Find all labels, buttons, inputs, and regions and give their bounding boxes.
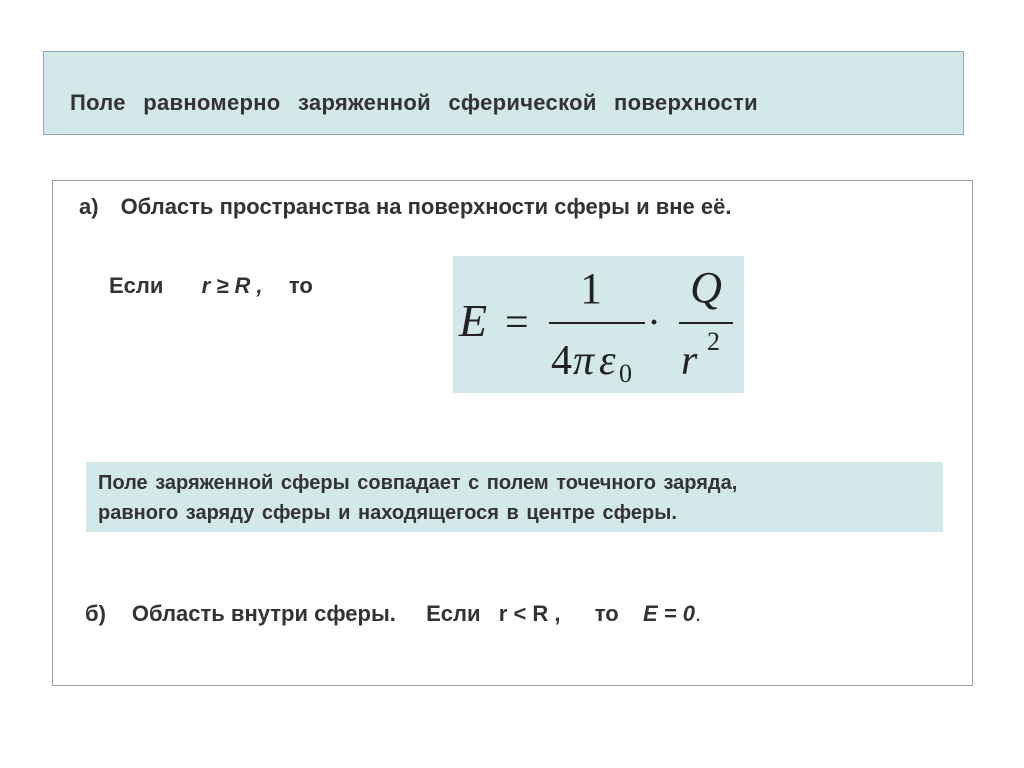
field-formula [453, 256, 744, 393]
section-b-condition: r < R , [498, 601, 561, 626]
note-line-2: равного заряду сферы и находящегося в центре сферы. [98, 502, 677, 524]
condition-suffix: то [288, 273, 313, 298]
formula-denominator-pi: π [573, 338, 595, 384]
section-a-text: Область пространства на поверхности сферы и вне её. [120, 194, 732, 219]
section-b-result: E = 0 [642, 601, 695, 626]
section-b-condition-prefix: Если [426, 601, 481, 626]
formula-numerator-2: Q [690, 263, 722, 312]
formula-lhs: E [459, 295, 488, 346]
title-banner [43, 51, 964, 135]
condition-prefix: Если [109, 273, 164, 298]
formula-denominator-coef: 4 [551, 338, 572, 384]
condition-line [109, 273, 313, 299]
formula-equals: = [505, 300, 529, 346]
condition-expression: r ≥ R , [201, 273, 263, 298]
content-panel [52, 180, 973, 686]
section-b-period: . [694, 601, 702, 626]
section-a-heading [79, 194, 731, 220]
formula-box [453, 256, 744, 393]
section-b-text: Область внутри сферы. [131, 601, 396, 626]
formula-denominator-exponent: 2 [707, 327, 720, 356]
formula-numerator-1: 1 [580, 264, 602, 313]
section-b-line [85, 601, 701, 627]
formula-denominator-r: r [681, 338, 698, 384]
formula-multiply-dot: · [649, 306, 660, 339]
formula-denominator-epsilon: ε [599, 338, 616, 384]
page-title: Поле равномерно заряженной сферической поверхности [70, 90, 758, 115]
formula-denominator-subscript: 0 [619, 359, 632, 388]
conclusion-note [86, 462, 943, 532]
note-line-1: Поле заряженной сферы совпадает с полем точечного заряда, [98, 472, 738, 494]
section-a-marker: а) [79, 194, 99, 219]
section-b-then: то [594, 601, 619, 626]
section-b-marker: б) [85, 601, 106, 626]
